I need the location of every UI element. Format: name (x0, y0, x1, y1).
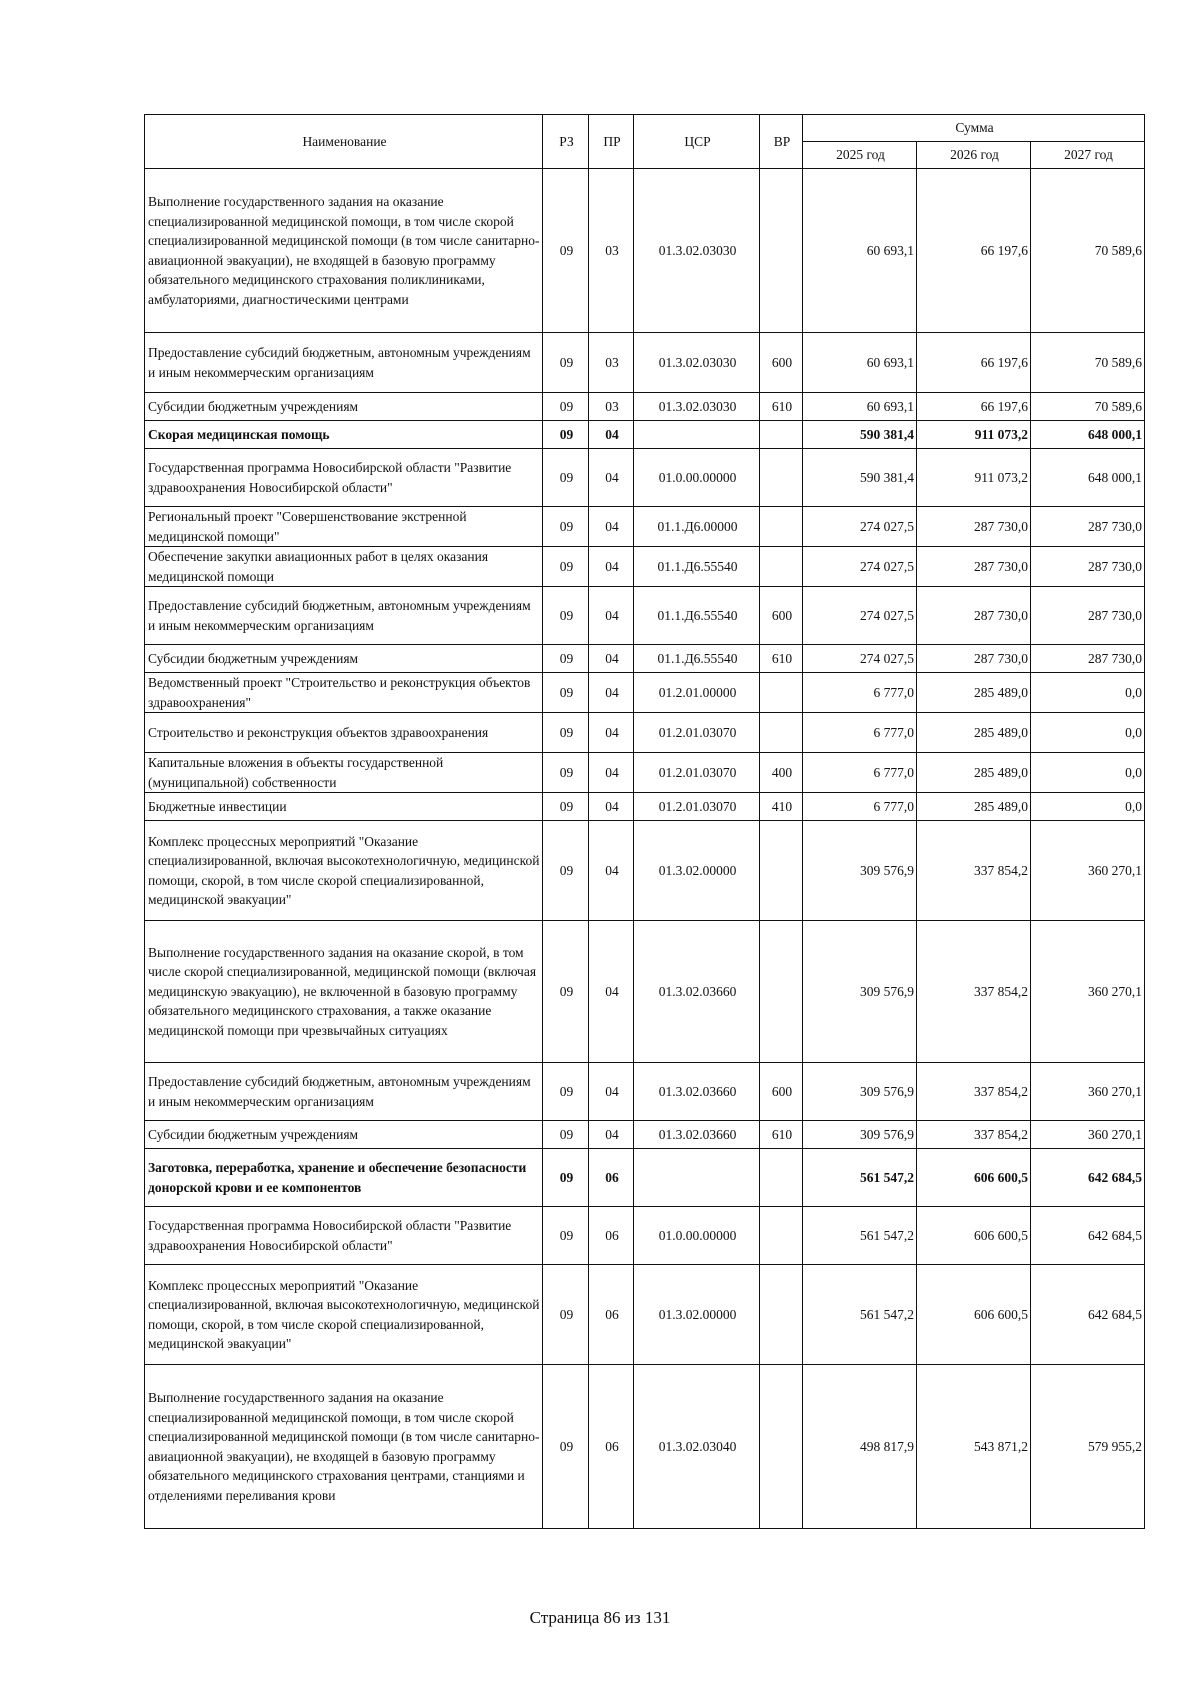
cell-sum-2025: 309 576,9 (803, 821, 917, 921)
cell-sum-2027: 642 684,5 (1031, 1149, 1145, 1207)
cell-csr: 01.2.01.00000 (634, 673, 760, 713)
cell-csr: 01.1.Д6.55540 (634, 547, 760, 587)
cell-rz: 09 (543, 1265, 589, 1365)
cell-sum-2025: 309 576,9 (803, 1121, 917, 1149)
cell-sum-2026: 606 600,5 (917, 1265, 1031, 1365)
header-pr: ПР (589, 115, 634, 169)
cell-vr: 610 (760, 1121, 803, 1149)
cell-pr: 03 (589, 333, 634, 393)
cell-name: Субсидии бюджетным учреждениям (145, 393, 543, 421)
cell-sum-2027: 360 270,1 (1031, 1121, 1145, 1149)
cell-pr: 04 (589, 449, 634, 507)
cell-sum-2025: 60 693,1 (803, 393, 917, 421)
header-name: Наименование (145, 115, 543, 169)
table-body (145, 169, 1145, 1529)
cell-sum-2025: 6 777,0 (803, 673, 917, 713)
cell-csr (634, 1149, 760, 1207)
cell-name: Предоставление субсидий бюджетным, автономным учреждениям и иным некоммерческим организациям (145, 333, 543, 393)
table-row (145, 821, 1145, 921)
cell-sum-2027: 0,0 (1031, 713, 1145, 753)
cell-vr (760, 1265, 803, 1365)
cell-name: Комплекс процессных мероприятий "Оказание специализированной, включая высокотехнологичную, медицинской помощи, скорой, в том числе скорой специализированной, медицинской эвакуации" (145, 1265, 543, 1365)
cell-sum-2025: 6 777,0 (803, 713, 917, 753)
header-csr: ЦСР (634, 115, 760, 169)
cell-pr: 04 (589, 507, 634, 547)
cell-pr: 06 (589, 1149, 634, 1207)
cell-csr: 01.3.02.00000 (634, 821, 760, 921)
cell-name: Выполнение государственного задания на оказание специализированной медицинской помощи, в том числе скорой специализированной медицинской помощи (в том числе санитарно-авиационной эвакуации), не входящей в базовую программу обязательного медицинского страхования центрами, станциями и отделениями переливания крови (145, 1365, 543, 1529)
cell-rz: 09 (543, 421, 589, 449)
cell-csr: 01.2.01.03070 (634, 753, 760, 793)
cell-sum-2026: 285 489,0 (917, 793, 1031, 821)
cell-name: Заготовка, переработка, хранение и обеспечение безопасности донорской крови и ее компонентов (145, 1149, 543, 1207)
cell-rz: 09 (543, 449, 589, 507)
cell-rz: 09 (543, 1207, 589, 1265)
cell-rz: 09 (543, 821, 589, 921)
table-row (145, 169, 1145, 333)
cell-sum-2027: 360 270,1 (1031, 921, 1145, 1063)
cell-csr (634, 421, 760, 449)
cell-csr: 01.1.Д6.00000 (634, 507, 760, 547)
cell-pr: 04 (589, 587, 634, 645)
cell-rz: 09 (543, 645, 589, 673)
header-rz: РЗ (543, 115, 589, 169)
cell-sum-2025: 561 547,2 (803, 1149, 917, 1207)
cell-sum-2026: 66 197,6 (917, 333, 1031, 393)
cell-rz: 09 (543, 507, 589, 547)
cell-sum-2026: 337 854,2 (917, 1063, 1031, 1121)
cell-rz: 09 (543, 921, 589, 1063)
cell-sum-2025: 561 547,2 (803, 1207, 917, 1265)
cell-sum-2027: 642 684,5 (1031, 1207, 1145, 1265)
cell-sum-2027: 0,0 (1031, 753, 1145, 793)
cell-rz: 09 (543, 1365, 589, 1529)
table-row (145, 645, 1145, 673)
cell-vr: 600 (760, 587, 803, 645)
cell-sum-2027: 70 589,6 (1031, 333, 1145, 393)
cell-pr: 03 (589, 169, 634, 333)
cell-sum-2026: 911 073,2 (917, 421, 1031, 449)
cell-sum-2025: 274 027,5 (803, 547, 917, 587)
cell-name: Региональный проект "Совершенствование экстренной медицинской помощи" (145, 507, 543, 547)
cell-name: Предоставление субсидий бюджетным, автономным учреждениям и иным некоммерческим организациям (145, 587, 543, 645)
cell-name: Капитальные вложения в объекты государственной (муниципальной) собственности (145, 753, 543, 793)
cell-csr: 01.3.02.03660 (634, 1063, 760, 1121)
cell-sum-2027: 70 589,6 (1031, 169, 1145, 333)
table-row (145, 449, 1145, 507)
cell-name: Предоставление субсидий бюджетным, автономным учреждениям и иным некоммерческим организациям (145, 1063, 543, 1121)
header-year-2026: 2026 год (917, 142, 1031, 169)
cell-rz: 09 (543, 547, 589, 587)
cell-name: Комплекс процессных мероприятий "Оказание специализированной, включая высокотехнологичную, медицинской помощи, скорой, в том числе скорой специализированной, медицинской эвакуации" (145, 821, 543, 921)
cell-sum-2025: 60 693,1 (803, 169, 917, 333)
page-number: Страница 86 из 131 (529, 1608, 671, 1627)
table-row (145, 1063, 1145, 1121)
cell-vr (760, 421, 803, 449)
cell-pr: 04 (589, 713, 634, 753)
cell-rz: 09 (543, 753, 589, 793)
cell-name: Строительство и реконструкция объектов здравоохранения (145, 713, 543, 753)
header-sum: Сумма (803, 115, 1145, 142)
cell-sum-2027: 0,0 (1031, 793, 1145, 821)
cell-vr: 400 (760, 753, 803, 793)
cell-pr: 04 (589, 1121, 634, 1149)
cell-rz: 09 (543, 713, 589, 753)
cell-vr (760, 673, 803, 713)
cell-pr: 04 (589, 821, 634, 921)
cell-csr: 01.3.02.00000 (634, 1265, 760, 1365)
table-row (145, 587, 1145, 645)
cell-vr (760, 921, 803, 1063)
cell-csr: 01.1.Д6.55540 (634, 645, 760, 673)
table-row (145, 333, 1145, 393)
cell-sum-2027: 287 730,0 (1031, 645, 1145, 673)
table-row (145, 1149, 1145, 1207)
table-row (145, 1365, 1145, 1529)
cell-sum-2026: 543 871,2 (917, 1365, 1031, 1529)
table-row (145, 753, 1145, 793)
cell-sum-2026: 285 489,0 (917, 753, 1031, 793)
cell-sum-2025: 274 027,5 (803, 507, 917, 547)
header-year-2027: 2027 год (1031, 142, 1145, 169)
cell-pr: 06 (589, 1207, 634, 1265)
cell-sum-2026: 66 197,6 (917, 393, 1031, 421)
cell-sum-2025: 498 817,9 (803, 1365, 917, 1529)
cell-csr: 01.2.01.03070 (634, 793, 760, 821)
table-header (145, 115, 1145, 169)
cell-vr: 600 (760, 1063, 803, 1121)
table-row (145, 507, 1145, 547)
cell-sum-2026: 287 730,0 (917, 507, 1031, 547)
cell-sum-2027: 360 270,1 (1031, 821, 1145, 921)
cell-pr: 04 (589, 753, 634, 793)
cell-sum-2025: 6 777,0 (803, 753, 917, 793)
cell-pr: 04 (589, 921, 634, 1063)
cell-rz: 09 (543, 393, 589, 421)
table-row (145, 421, 1145, 449)
header-vr: ВР (760, 115, 803, 169)
cell-pr: 04 (589, 673, 634, 713)
table-row (145, 1207, 1145, 1265)
cell-vr (760, 1365, 803, 1529)
cell-sum-2027: 579 955,2 (1031, 1365, 1145, 1529)
cell-sum-2026: 337 854,2 (917, 821, 1031, 921)
cell-name: Субсидии бюджетным учреждениям (145, 645, 543, 673)
cell-sum-2027: 360 270,1 (1031, 1063, 1145, 1121)
cell-sum-2026: 911 073,2 (917, 449, 1031, 507)
cell-sum-2026: 287 730,0 (917, 587, 1031, 645)
cell-sum-2025: 590 381,4 (803, 449, 917, 507)
cell-name: Выполнение государственного задания на оказание скорой, в том числе скорой специализированной, медицинской помощи (включая медицинскую эвакуацию), не включенной в базовую программу обязательного медицинского страхования, а также оказание медицинской помощи при чрезвычайных ситуациях (145, 921, 543, 1063)
cell-csr: 01.3.02.03030 (634, 393, 760, 421)
cell-rz: 09 (543, 169, 589, 333)
cell-vr: 610 (760, 645, 803, 673)
cell-sum-2026: 287 730,0 (917, 547, 1031, 587)
cell-csr: 01.1.Д6.55540 (634, 587, 760, 645)
table-row (145, 1265, 1145, 1365)
cell-csr: 01.2.01.03070 (634, 713, 760, 753)
cell-rz: 09 (543, 673, 589, 713)
cell-vr: 600 (760, 333, 803, 393)
table-row (145, 793, 1145, 821)
table-row (145, 393, 1145, 421)
table-row (145, 713, 1145, 753)
cell-rz: 09 (543, 1149, 589, 1207)
cell-csr: 01.3.02.03660 (634, 921, 760, 1063)
cell-sum-2025: 60 693,1 (803, 333, 917, 393)
cell-sum-2026: 606 600,5 (917, 1207, 1031, 1265)
header-year-2025: 2025 год (803, 142, 917, 169)
cell-sum-2027: 642 684,5 (1031, 1265, 1145, 1365)
cell-rz: 09 (543, 1121, 589, 1149)
cell-vr: 410 (760, 793, 803, 821)
cell-pr: 03 (589, 393, 634, 421)
cell-name: Государственная программа Новосибирской области "Развитие здравоохранения Новосибирской области" (145, 449, 543, 507)
cell-sum-2027: 648 000,1 (1031, 449, 1145, 507)
cell-vr (760, 507, 803, 547)
cell-vr (760, 547, 803, 587)
cell-sum-2025: 6 777,0 (803, 793, 917, 821)
cell-name: Государственная программа Новосибирской области "Развитие здравоохранения Новосибирской области" (145, 1207, 543, 1265)
cell-name: Выполнение государственного задания на оказание специализированной медицинской помощи, в том числе скорой специализированной медицинской помощи (в том числе санитарно-авиационной эвакуации), не входящей в базовую программу обязательного медицинского страхования поликлиниками, амбулаториями, диагностическими центрами (145, 169, 543, 333)
cell-name: Ведомственный проект "Строительство и реконструкция объектов здравоохранения" (145, 673, 543, 713)
cell-sum-2027: 287 730,0 (1031, 507, 1145, 547)
cell-name: Бюджетные инвестиции (145, 793, 543, 821)
cell-vr (760, 1149, 803, 1207)
cell-rz: 09 (543, 587, 589, 645)
cell-csr: 01.3.02.03660 (634, 1121, 760, 1149)
cell-sum-2026: 337 854,2 (917, 921, 1031, 1063)
cell-vr (760, 449, 803, 507)
table-row (145, 547, 1145, 587)
cell-csr: 01.3.02.03030 (634, 169, 760, 333)
cell-csr: 01.0.00.00000 (634, 1207, 760, 1265)
cell-sum-2027: 287 730,0 (1031, 547, 1145, 587)
cell-vr (760, 169, 803, 333)
cell-sum-2026: 285 489,0 (917, 673, 1031, 713)
cell-sum-2025: 274 027,5 (803, 645, 917, 673)
cell-name: Скорая медицинская помощь (145, 421, 543, 449)
cell-csr: 01.0.00.00000 (634, 449, 760, 507)
cell-csr: 01.3.02.03030 (634, 333, 760, 393)
cell-vr: 610 (760, 393, 803, 421)
cell-sum-2025: 274 027,5 (803, 587, 917, 645)
table-row (145, 1121, 1145, 1149)
cell-pr: 04 (589, 1063, 634, 1121)
table-row (145, 673, 1145, 713)
budget-table (144, 114, 1145, 1529)
cell-sum-2027: 648 000,1 (1031, 421, 1145, 449)
table-row (145, 921, 1145, 1063)
cell-name: Обеспечение закупки авиационных работ в целях оказания медицинской помощи (145, 547, 543, 587)
cell-pr: 04 (589, 421, 634, 449)
cell-vr (760, 1207, 803, 1265)
cell-sum-2026: 66 197,6 (917, 169, 1031, 333)
cell-sum-2026: 287 730,0 (917, 645, 1031, 673)
cell-name: Субсидии бюджетным учреждениям (145, 1121, 543, 1149)
cell-rz: 09 (543, 793, 589, 821)
cell-sum-2026: 606 600,5 (917, 1149, 1031, 1207)
cell-pr: 04 (589, 793, 634, 821)
cell-csr: 01.3.02.03040 (634, 1365, 760, 1529)
cell-vr (760, 821, 803, 921)
cell-sum-2027: 287 730,0 (1031, 587, 1145, 645)
cell-pr: 04 (589, 547, 634, 587)
cell-sum-2025: 561 547,2 (803, 1265, 917, 1365)
cell-sum-2025: 309 576,9 (803, 1063, 917, 1121)
cell-sum-2027: 70 589,6 (1031, 393, 1145, 421)
cell-rz: 09 (543, 333, 589, 393)
cell-rz: 09 (543, 1063, 589, 1121)
cell-pr: 06 (589, 1365, 634, 1529)
cell-pr: 06 (589, 1265, 634, 1365)
cell-sum-2026: 337 854,2 (917, 1121, 1031, 1149)
cell-vr (760, 713, 803, 753)
cell-sum-2025: 309 576,9 (803, 921, 917, 1063)
cell-pr: 04 (589, 645, 634, 673)
cell-sum-2026: 285 489,0 (917, 713, 1031, 753)
cell-sum-2025: 590 381,4 (803, 421, 917, 449)
cell-sum-2027: 0,0 (1031, 673, 1145, 713)
